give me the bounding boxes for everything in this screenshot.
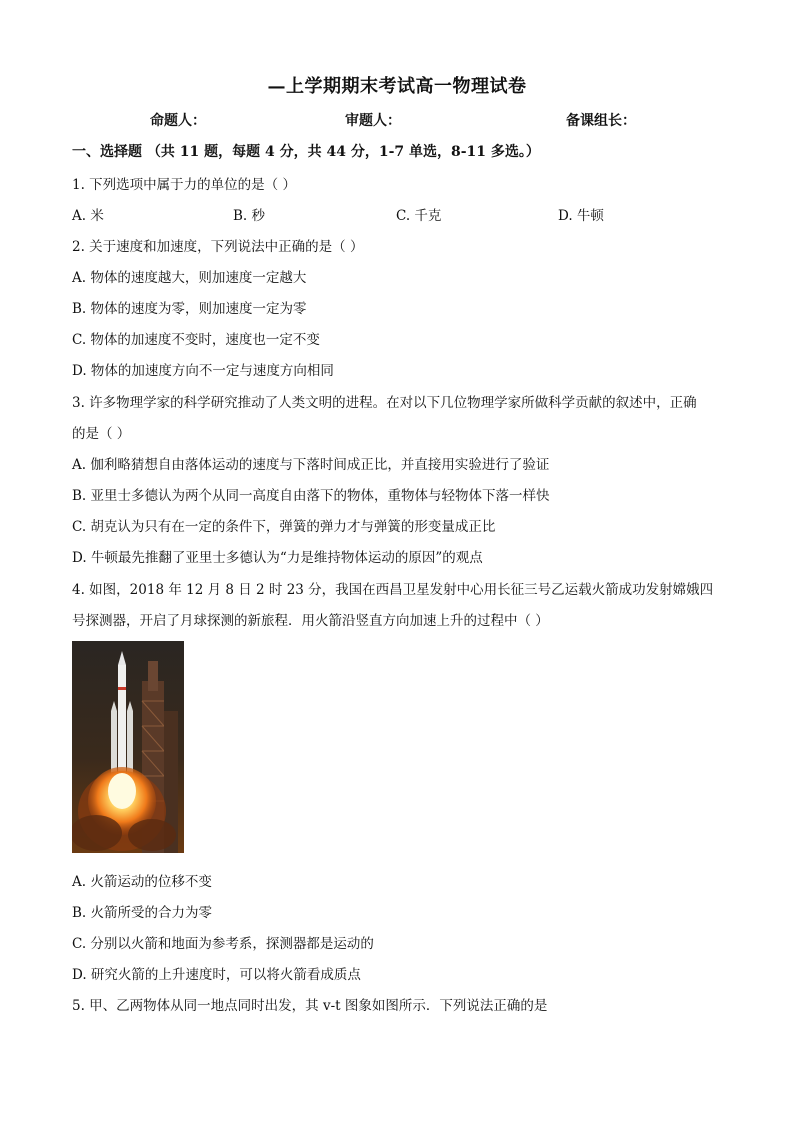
section-heading-choice: 一、选择题 （共 11 题，每题 4 分，共 44 分，1-7 单选，8-11 多选。）: [72, 144, 540, 160]
question-1-option-a: A. 米: [72, 208, 104, 224]
question-1-option-d: D. 牛顿: [558, 208, 604, 224]
question-4-stem-line2: 号探测器，开启了月球探测的新旅程．用火箭沿竖直方向加速上升的过程中（ ）: [72, 613, 549, 629]
question-2-option-b: B. 物体的速度为零，则加速度一定为零: [72, 301, 307, 317]
question-2-option-a: A. 物体的速度越大，则加速度一定越大: [72, 270, 307, 286]
question-3-stem-line2: 的是（ ）: [72, 426, 131, 442]
question-3-stem-line1: 3. 许多物理学家的科学研究推动了人类文明的进程。在对以下几位物理学家所做科学贡献的叙述中，正确: [72, 395, 697, 411]
question-1-option-b: B. 秒: [233, 208, 266, 224]
question-2-option-d: D. 物体的加速度方向不一定与速度方向相同: [72, 363, 334, 379]
question-4-option-b: B. 火箭所受的合力为零: [72, 905, 213, 921]
question-3-option-d: D. 牛顿最先推翻了亚里士多德认为“力是维持物体运动的原因”的观点: [72, 550, 483, 566]
question-1-option-c: C. 千克: [396, 208, 442, 224]
question-3-option-b: B. 亚里士多德认为两个从同一高度自由落下的物体，重物体与轻物体下落一样快: [72, 488, 550, 504]
question-2-option-c: C. 物体的加速度不变时，速度也一定不变: [72, 332, 320, 348]
leader-label: 备课组长：: [566, 113, 636, 129]
question-3-option-c: C. 胡克认为只有在一定的条件下，弹簧的弹力才与弹簧的形变量成正比: [72, 519, 496, 535]
question-4-option-d: D. 研究火箭的上升速度时，可以将火箭看成质点: [72, 967, 361, 983]
question-2-stem: 2. 关于速度和加速度，下列说法中正确的是（ ）: [72, 239, 364, 255]
question-3-option-a: A. 伽利略猜想自由落体运动的速度与下落时间成正比，并直接用实验进行了验证: [72, 457, 550, 473]
reviewer-label: 审题人：: [345, 113, 401, 129]
question-4-option-a: A. 火箭运动的位移不变: [72, 874, 212, 890]
exam-title: —上学期期末考试高一物理试卷: [267, 76, 527, 97]
question-5-stem: 5. 甲、乙两物体从同一地点同时出发，其 v-t 图象如图所示．下列说法正确的是: [72, 998, 548, 1014]
question-1-stem: 1. 下列选项中属于力的单位的是（ ）: [72, 177, 296, 193]
question-4-option-c: C. 分别以火箭和地面为参考系，探测器都是运动的: [72, 936, 374, 952]
question-4-stem-line1: 4. 如图，2018 年 12 月 8 日 2 时 23 分，我国在西昌卫星发射中心用长征三号乙运载火箭成功发射嫦娥四: [72, 582, 714, 598]
author-label: 命题人：: [150, 113, 206, 129]
rocket-launch-photo: [72, 641, 184, 853]
